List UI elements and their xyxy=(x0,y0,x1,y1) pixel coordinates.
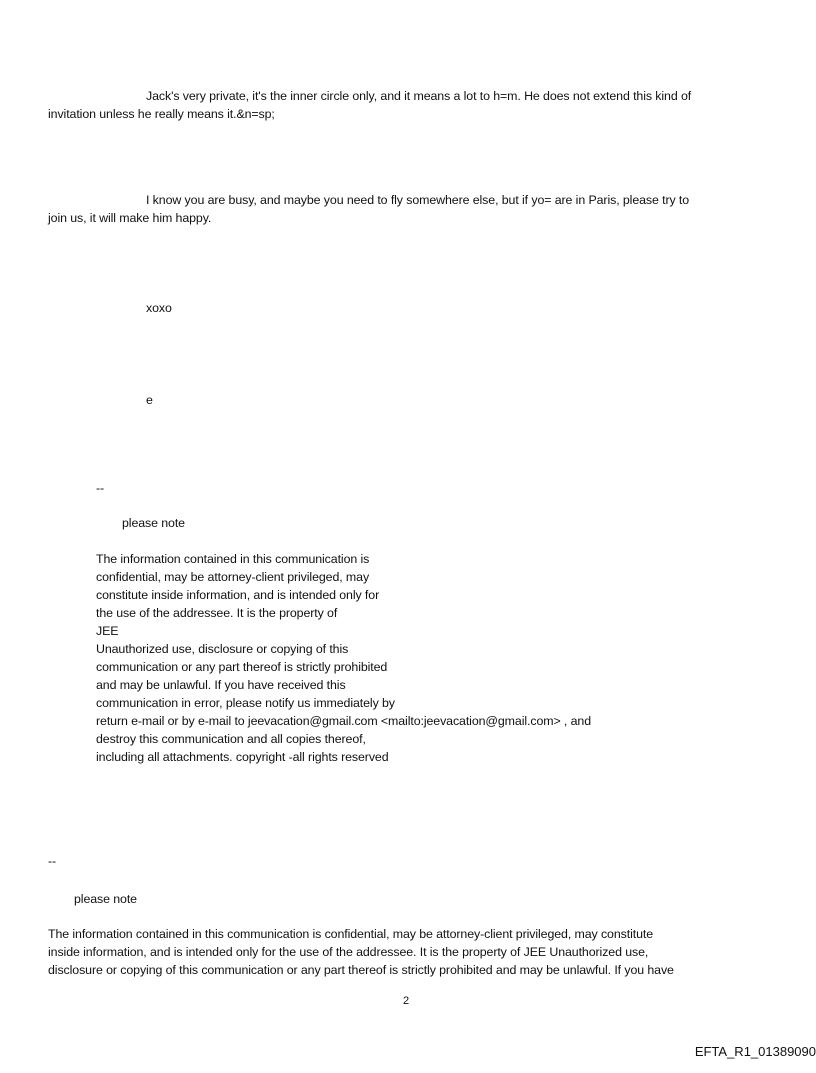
disclaimer-line: destroy this communication and all copies thereof, xyxy=(96,732,366,746)
disclaimer-line: inside information, and is intended only for the use of the addressee. It is the property of JEE Unauthorized use, xyxy=(48,945,649,959)
paragraph-line: invitation unless he really means it.&n=sp; xyxy=(48,107,275,121)
bates-stamp: EFTA_R1_01389090 xyxy=(694,1044,816,1059)
separator: -- xyxy=(96,481,105,495)
paragraph-line: join us, it will make him happy. xyxy=(48,211,212,225)
disclaimer-line: the use of the addressee. It is the property of xyxy=(96,606,338,620)
disclaimer-line: JEE xyxy=(96,624,119,638)
disclaimer-line: and may be unlawful. If you have received this xyxy=(96,678,346,692)
disclaimer-line: constitute inside information, and is intended only for xyxy=(96,588,380,602)
disclaimer-heading: please note xyxy=(74,892,137,906)
disclaimer-line: communication or any part thereof is strictly prohibited xyxy=(96,660,388,674)
disclaimer-line: The information contained in this communication is confidential, may be attorney-client privileged, may constitute xyxy=(48,927,653,941)
disclaimer-line: Unauthorized use, disclosure or copying of this xyxy=(96,642,349,656)
disclaimer-heading: please note xyxy=(122,516,185,530)
separator: -- xyxy=(48,854,57,868)
disclaimer-line: The information contained in this communication is xyxy=(96,552,370,566)
paragraph-line: Jack's very private, it's the inner circle only, and it means a lot to h=m. He does not extend this kind of xyxy=(146,89,692,103)
disclaimer-line: including all attachments. copyright -all rights reserved xyxy=(96,750,389,764)
disclaimer-line: disclosure or copying of this communication or any part thereof is strictly prohibited and may be unlawful. If you have xyxy=(48,963,674,977)
disclaimer-line: return e-mail or by e-mail to jeevacation@gmail.com <mailto:jeevacation@gmail.com> , and xyxy=(96,714,591,728)
disclaimer-line: communication in error, please notify us immediately by xyxy=(96,696,395,710)
disclaimer-line: confidential, may be attorney-client privileged, may xyxy=(96,570,370,584)
signature: e xyxy=(146,393,153,407)
paragraph-line: I know you are busy, and maybe you need to fly somewhere else, but if yo= are in Paris, please try to xyxy=(146,193,690,207)
page-number: 2 xyxy=(403,995,410,1007)
closing: xoxo xyxy=(146,301,172,315)
